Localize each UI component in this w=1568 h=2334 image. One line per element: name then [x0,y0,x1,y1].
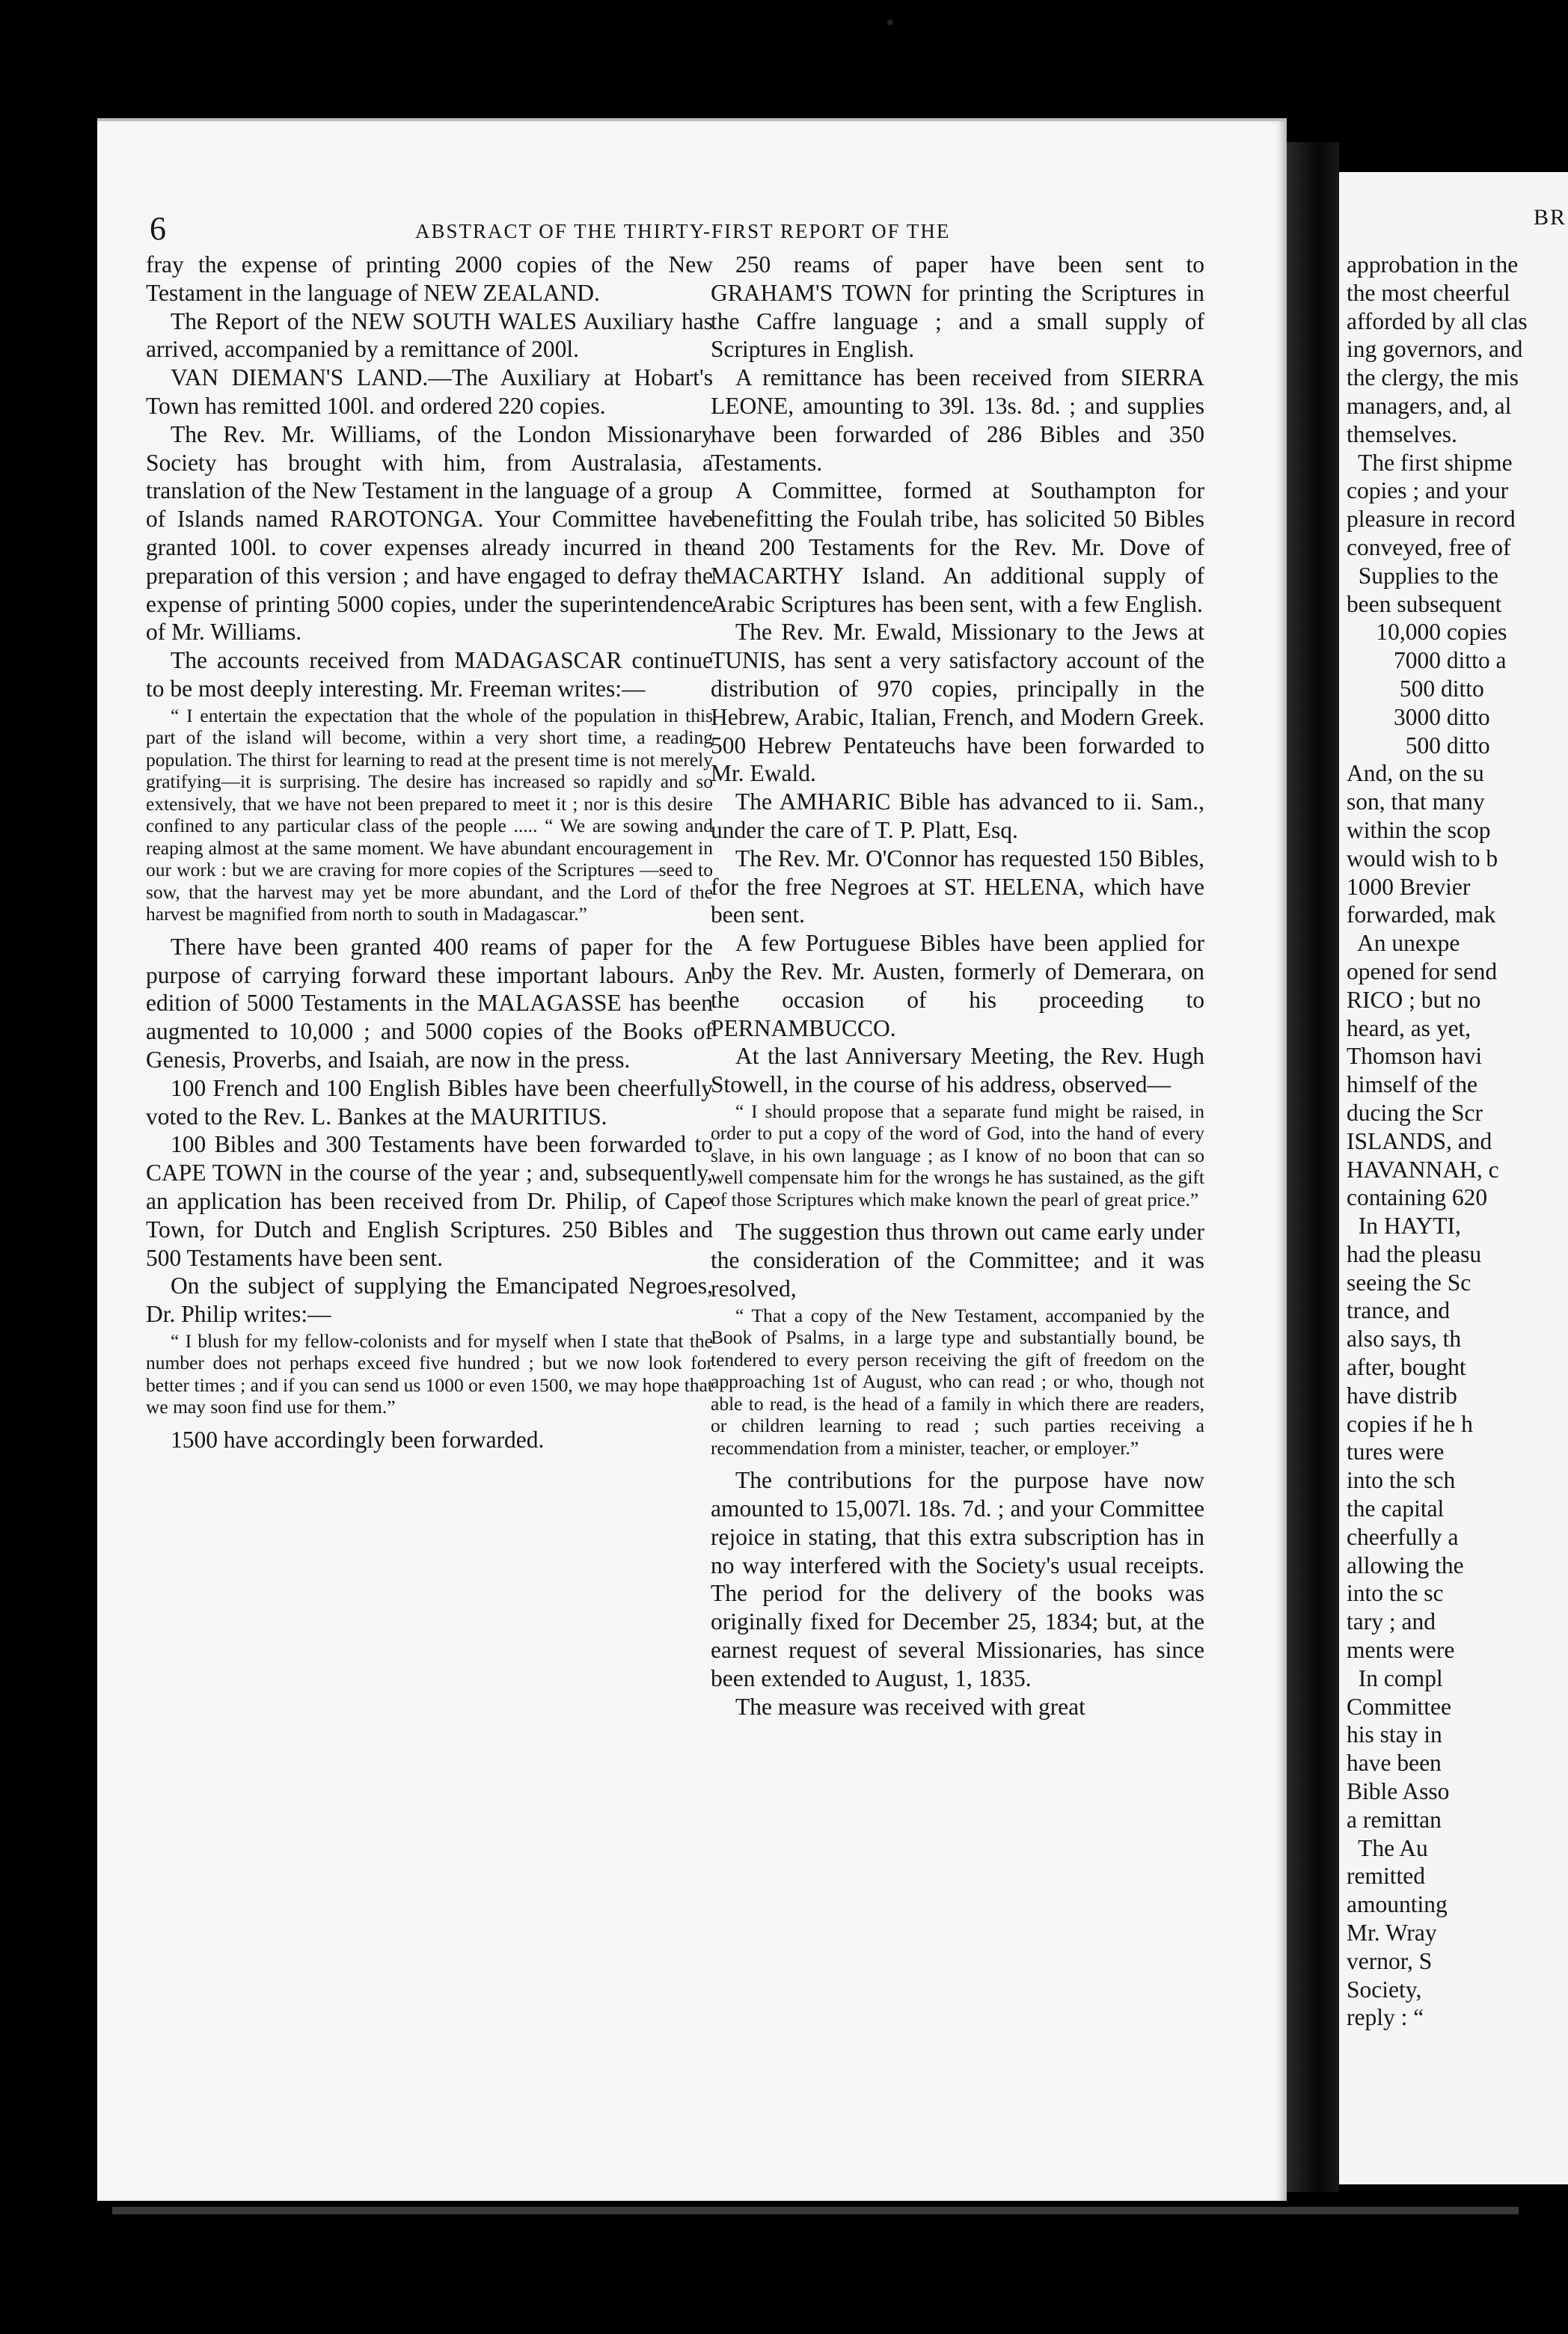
text-line: Society, [1347,1976,1422,2003]
page-bottom-edge [112,2207,1519,2214]
text-line: An unexpe [1347,930,1460,957]
paragraph: The measure was received with great [735,1693,1085,1720]
text-line: remitted [1347,1863,1425,1890]
text-line: approbation in the [1347,251,1519,278]
paragraph: The Rev. Mr. Ewald, Missionary to the Jews at TUNIS, has sent a very satisfactory account of the distribution of 970 copies, principally in the Hebrew, Arabic, Italian, French, and Modern Greek. 500 Hebrew Pentateuchs have been forwarded to Mr. Ewald. [711,619,1204,787]
text-line: himself of the [1347,1071,1477,1098]
text-line: conveyed, free of [1347,533,1511,560]
text-line: themselves. [1347,420,1457,447]
text-line: The first shipme [1347,449,1513,476]
text-line: his stay in [1347,1721,1442,1748]
text-line: had the pleasu [1347,1240,1482,1267]
right-page-header: BR [1534,205,1567,230]
text-line: managers, and, al [1347,392,1512,419]
paragraph: 100 Bibles and 300 Testaments have been forwarded to CAPE TOWN in the course of the year ; and, subsequently, an application has been received from Dr. Philip, of Cape Town, for Dutch and English Scriptures. 250 Bibles and 500 Testaments have been sent. [146,1131,713,1271]
paragraph: On the subject of supplying the Emancipated Negroes, Dr. Philip writes:— [146,1272,713,1328]
right-text-column [1347,251,1568,2166]
text-line: And, on the su [1347,760,1484,787]
text-line: 10,000 copies [1347,619,1507,646]
text-line: seeing the Sc [1347,1269,1471,1296]
text-line: copies if he h [1347,1410,1473,1437]
text-line: Bible Asso [1347,1778,1450,1805]
text-line: In compl [1347,1664,1443,1691]
text-line: Thomson havi [1347,1043,1483,1070]
text-line: the most cheerful [1347,279,1510,306]
text-line: cheerfully a [1347,1523,1459,1550]
book-gutter [1287,142,1339,2192]
text-line: 500 ditto [1347,732,1490,759]
paragraph: 100 French and 100 English Bibles have been cheerfully voted to the Rev. L. Bankes at the MAURITIUS. [146,1074,713,1130]
paragraph: fray the expense of printing 2000 copies of the New Testament in the language of NEW ZEALAND. [146,251,713,306]
text-line: allowing the [1347,1552,1464,1578]
paragraph: The Rev. Mr. Williams, of the London Missionary Society has brought with him, from Australasia, a translation of the New Testament in the language of a group of Islands named RAROTONGA. Your Committee have granted 100l. to cover expenses already incurred in the preparation of this version ; and have engaged to defray the expense of printing 5000 copies, under the superintendence of Mr. Williams. [146,420,713,646]
paragraph: The Rev. Mr. O'Connor has requested 150 Bibles, for the free Negroes at ST. HELENA, which have been sent. [711,845,1204,928]
text-line: into the sch [1347,1467,1456,1494]
text-line: 500 ditto [1347,675,1484,702]
quoted-passage: “ That a copy of the New Testament, accompanied by the Book of Psalms, in a large type and substantially bound, be tendered to every person receiving the gift of freedom on the approaching 1st of August, who can read ; or who, though not able to read, is the head of a family in which there are readers, or children learning to read ; such parties receiving a recommendation from a minister, teacher, or employer.” [711,1304,1204,1459]
paragraph: At the last Anniversary Meeting, the Rev. Hugh Stowell, in the course of his address, observed— [711,1043,1204,1098]
text-line: HAVANNAH, c [1347,1156,1499,1183]
text-line: opened for send [1347,958,1498,984]
text-line: been subsequent [1347,590,1502,617]
text-line: heard, as yet, [1347,1014,1471,1041]
left-text-column [146,251,713,2166]
text-line: In HAYTI, [1347,1213,1461,1240]
text-line: reply : “ [1347,2004,1424,2031]
text-line: Mr. Wray [1347,1920,1437,1946]
scan-speck [887,19,893,25]
quoted-passage: “ I should propose that a separate fund might be raised, in order to put a copy of the word of God, into the hand of every slave, in his own language ; as I know of no boon that can so well compensate him for the wrongs he has sustained, as the gift of those Scriptures which make known the pearl of great price.” [711,1100,1204,1210]
text-line: vernor, S [1347,1947,1433,1974]
text-line: would wish to b [1347,845,1498,872]
paragraph: The accounts received from MADAGASCAR continue to be most deeply interesting. Mr. Freeman writes:— [146,647,713,702]
paragraph: 1500 have accordingly been forwarded. [171,1426,545,1453]
paragraph: The contributions for the purpose have now amounted to 15,007l. 18s. 7d. ; and your Committee rejoice in stating, that this extra subscription has in no way interfered with the Society's usual receipts. The period for the delivery of the books was originally fixed for December 25, 1834; but, at the earnest request of several Missionaries, has since been extended to August, 1, 1835. [711,1467,1204,1691]
middle-text-column [711,251,1204,2166]
text-line: also says, th [1347,1326,1462,1353]
text-line: after, bought [1347,1354,1466,1381]
text-line: a remittan [1347,1806,1442,1833]
paragraph: The AMHARIC Bible has advanced to ii. Sam., under the care of T. P. Platt, Esq. [711,788,1204,843]
text-line: trance, and [1347,1297,1451,1324]
page-number: 6 [150,210,166,247]
running-title: ABSTRACT OF THE THIRTY-FIRST REPORT OF THE [415,220,951,242]
paragraph: A few Portuguese Bibles have been applied for by the Rev. Mr. Austen, formerly of Demerara, on the occasion of his proceeding to PERNAMBUCCO. [711,930,1204,1041]
paragraph: 250 reams of paper have been sent to GRAHAM'S TOWN for printing the Scriptures in the Caffre language ; and a small supply of Scriptures in English. [711,251,1204,363]
paragraph: There have been granted 400 reams of paper for the purpose of carrying forward these important labours. An edition of 5000 Testaments in the MALAGASSE has been augmented to 10,000 ; and 5000 copies of the Books of Genesis, Proverbs, and Isaiah, are now in the press. [146,933,713,1073]
text-line: tures were [1347,1439,1445,1465]
text-line: ducing the Scr [1347,1099,1483,1126]
text-line: the clergy, the mis [1347,364,1519,391]
quoted-passage: “ I blush for my fellow-colonists and for myself when I state that the number does not perhaps exceed five hundred ; but we now look for better times ; and if you can send us 1000 or even 1500, we may hope that we may soon find use for them.” [146,1329,713,1418]
paragraph: The suggestion thus thrown out came early under the consideration of the Committee; and it was resolved, [711,1219,1204,1302]
text-line: have been [1347,1750,1442,1777]
text-line: Committee [1347,1693,1451,1720]
text-line: ing governors, and [1347,336,1523,363]
text-line: afforded by all clas [1347,307,1528,334]
text-line: pleasure in record [1347,506,1516,533]
text-line: containing 620 [1347,1184,1488,1211]
text-line: into the sc [1347,1580,1444,1607]
text-line: tary ; and [1347,1608,1436,1635]
paragraph: The Report of the NEW SOUTH WALES Auxiliary has arrived, accompanied by a remittance of 200l. [146,307,713,363]
page-header [150,209,1197,254]
text-line: ments were [1347,1637,1455,1664]
text-line: 3000 ditto [1347,703,1490,730]
text-line: Supplies to the [1347,562,1498,589]
text-line: 1000 Brevier [1347,873,1471,900]
text-line: forwarded, mak [1347,901,1496,928]
paragraph: A remittance has been received from SIERRA LEONE, amounting to 39l. 13s. 8d. ; and supplies have been forwarded of 286 Bibles and 350 Testaments. [711,364,1204,476]
paragraph: VAN DIEMAN'S LAND.—The Auxiliary at Hobart's Town has remitted 100l. and ordered 220 copies. [146,364,713,419]
text-line: within the scop [1347,816,1491,843]
paragraph: A Committee, formed at Southampton for benefitting the Foulah tribe, has solicited 50 Bibles and 200 Testaments for the Rev. Mr. Dove of MACARTHY Island. An additional supply of Arabic Scriptures has been sent, with a few English. [711,477,1204,617]
text-line: have distrib [1347,1382,1457,1409]
text-line: 7000 ditto a [1347,647,1507,674]
text-line: RICO ; but no [1347,986,1481,1013]
text-line: The Au [1347,1834,1428,1861]
text-line: the capital [1347,1495,1445,1522]
text-line: ISLANDS, and [1347,1127,1492,1154]
text-line: son, that many [1347,788,1485,815]
quoted-passage: “ I entertain the expectation that the whole of the population in this part of the island will become, within a very short time, a reading population. The thirst for learning to read at the present time is not merely gratifying—it is surprising. The desire has increased so rapidly and so extensively, that we have not been prepared to meet it ; nor is this desire confined to any particular class of the people ..... “ We are sowing and reaping almost at the same moment. We have abundant encouragement in our work : but we are craving for more copies of the Scriptures —seed to sow, that the harvest may yet be more abundant, and the Lord of the harvest be magnified from north to south in Madagascar.” [146,704,713,925]
text-line: amounting [1347,1891,1448,1918]
text-line: copies ; and your [1347,477,1509,504]
